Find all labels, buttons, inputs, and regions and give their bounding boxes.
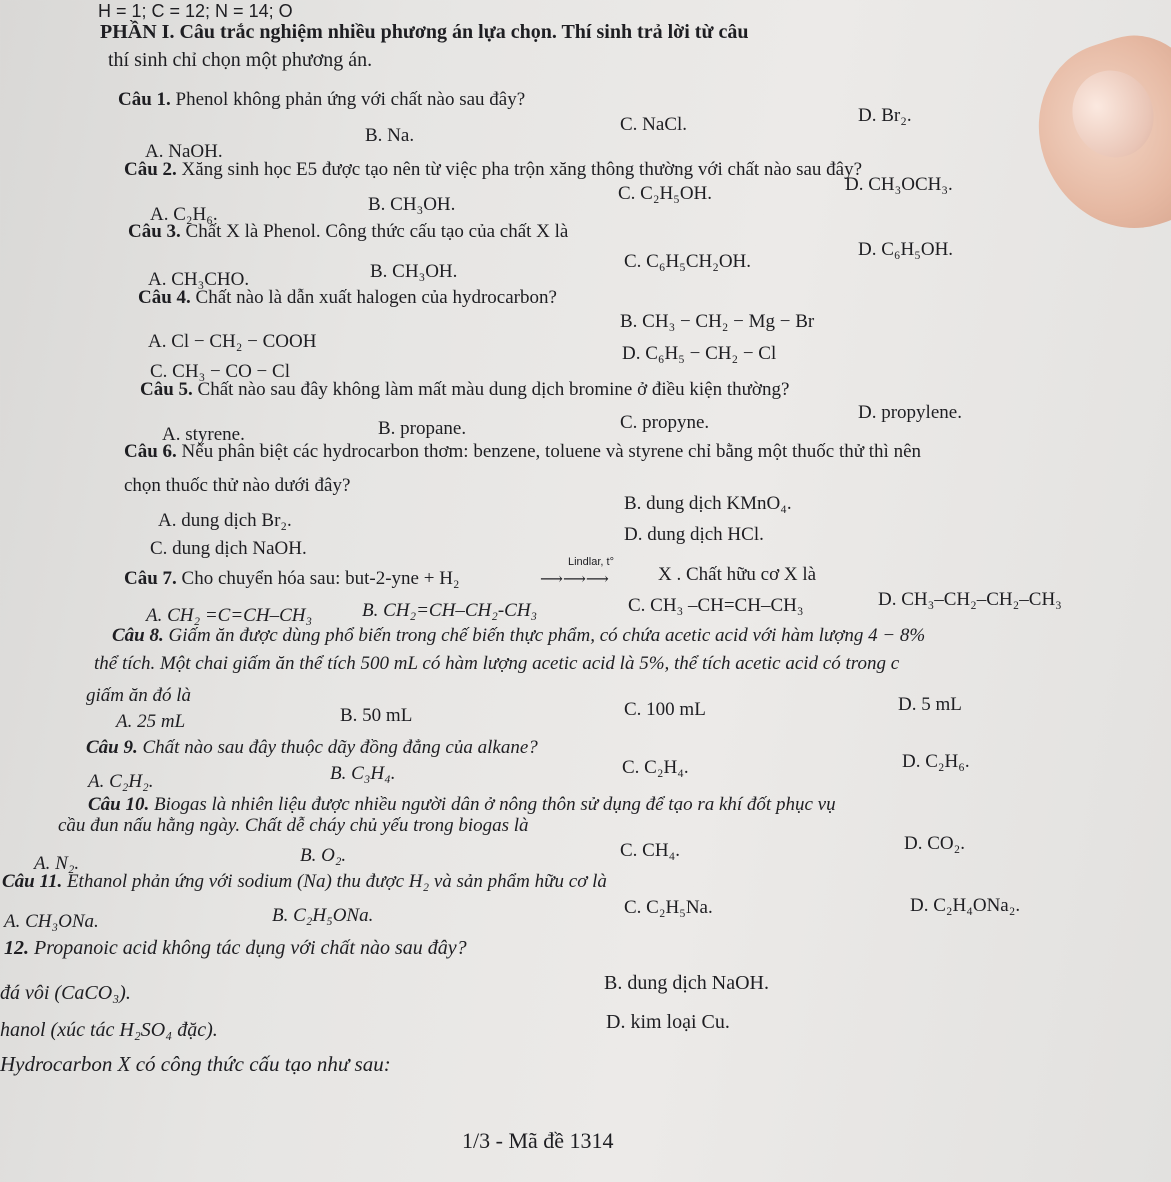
part-title: PHẦN I. Câu trắc nghiệm nhiều phương án lựa chọn. Thí sinh trả lời từ câu bbox=[100, 21, 749, 43]
q5-option-d: D. propylene. bbox=[858, 402, 962, 423]
question-6-cont: chọn thuốc thử nào dưới đây? bbox=[124, 475, 351, 496]
part-note: thí sinh chỉ chọn một phương án. bbox=[108, 49, 373, 71]
q12-option-d: D. kim loại Cu. bbox=[606, 1011, 730, 1033]
q11-option-d: D. C₂H₄ONa₂. bbox=[910, 895, 1021, 916]
q11-option-c: C. C₂H₅Na. bbox=[624, 897, 713, 918]
q4-option-a: A. Cl − CH₂ − COOH bbox=[148, 331, 317, 352]
q10-option-a: A. N₂. bbox=[34, 853, 80, 874]
q3-option-a: A. CH₃CHO. bbox=[148, 269, 250, 290]
q1-option-a: A. NaOH. bbox=[145, 141, 223, 162]
q2-option-a: A. C₂H₆. bbox=[150, 204, 218, 225]
question-3: Câu 3. Chất X là Phenol. Công thức cấu tạo của chất X là bbox=[128, 221, 569, 242]
q9-option-a: A. C₂H₂. bbox=[88, 771, 154, 792]
reaction-condition: Lindlar, t° bbox=[568, 556, 614, 568]
question-10-cont: cầu đun nấu hằng ngày. Chất dễ cháy chủ yếu trong biogas là bbox=[58, 815, 529, 836]
q10-option-c: C. CH₄. bbox=[620, 840, 680, 861]
q8-option-b: B. 50 mL bbox=[340, 705, 413, 726]
q3-option-b: B. CH₃OH. bbox=[370, 261, 458, 282]
q11-option-b: B. C₂H₅ONa. bbox=[272, 905, 374, 926]
q6-option-d: D. dung dịch HCl. bbox=[624, 524, 764, 545]
q9-option-b: B. C₃H₄. bbox=[330, 763, 396, 784]
q7-option-d: D. CH₃–CH₂–CH₂–CH₃ bbox=[878, 589, 1062, 610]
q2-option-b: B. CH₃OH. bbox=[368, 194, 456, 215]
question-10: Câu 10. Biogas là nhiên liệu được nhiều người dân ở nông thôn sử dụng để tạo ra khí đốt phục vụ bbox=[88, 794, 836, 815]
q12-option-a: đá vôi (CaCO₃). bbox=[0, 982, 131, 1004]
q9-option-c: C. C₂H₄. bbox=[622, 757, 689, 778]
question-8: Câu 8. Giấm ăn được dùng phổ biến trong chế biến thực phẩm, có chứa acetic acid với hàm lượng 4 − 8% bbox=[112, 625, 926, 646]
q9-option-d: D. C₂H₆. bbox=[902, 751, 970, 772]
q12-option-c: hanol (xúc tác H₂SO₄ đặc). bbox=[0, 1019, 218, 1041]
question-8-cont: thể tích. Một chai giấm ăn thể tích 500 mL có hàm lượng acetic acid là 5%, thể tích acetic acid có trong c bbox=[94, 653, 900, 674]
reaction-arrow-icon: ⟶⟶⟶ bbox=[540, 571, 609, 588]
q6-option-c: C. dung dịch NaOH. bbox=[150, 538, 307, 559]
q7-option-b: B. CH₂=CH–CH₂-CH₃ bbox=[362, 600, 538, 621]
q4-option-c: C. CH₃ − CO − Cl bbox=[150, 361, 290, 382]
q7-option-a: A. CH₂ =C=CH–CH₃ bbox=[146, 605, 313, 626]
q1-option-b: B. Na. bbox=[365, 125, 415, 146]
question-6: Câu 6. Nếu phân biệt các hydrocarbon thơm: benzene, toluene và styrene chỉ bằng một thuốc thử thì nên bbox=[124, 441, 922, 462]
q8-option-a: A. 25 mL bbox=[116, 711, 186, 732]
q2-option-c: C. C₂H₅OH. bbox=[618, 183, 713, 204]
q2-option-d: D. CH₃OCH₃. bbox=[845, 174, 953, 195]
question-11: Câu 11. Ethanol phản ứng với sodium (Na) thu được H₂ và sản phẩm hữu cơ là bbox=[2, 871, 607, 892]
q1-option-d: D. Br₂. bbox=[858, 105, 912, 126]
q10-option-b: B. O₂. bbox=[300, 845, 347, 866]
question-8-cont2: giấm ăn đó là bbox=[86, 685, 192, 706]
q5-option-a: A. styrene. bbox=[162, 424, 245, 445]
q6-option-b: B. dung dịch KMnO₄. bbox=[624, 493, 792, 514]
question-2: Câu 2. Xăng sinh học E5 được tạo nên từ việc pha trộn xăng thông thường với chất nào sau đây? bbox=[124, 159, 863, 180]
q4-option-d: D. C₆H₅ − CH₂ − Cl bbox=[622, 343, 777, 364]
q11-option-a: A. CH₃ONa. bbox=[4, 911, 99, 932]
q12-option-b: B. dung dịch NaOH. bbox=[604, 972, 769, 994]
question-13: Hydrocarbon X có công thức cấu tạo như sau: bbox=[0, 1052, 391, 1076]
q1-option-c: C. NaCl. bbox=[620, 114, 688, 135]
question-4: Câu 4. Chất nào là dẫn xuất halogen của hydrocarbon? bbox=[138, 287, 557, 308]
q5-option-c: C. propyne. bbox=[620, 412, 710, 433]
question-7-result: X . Chất hữu cơ X là bbox=[658, 564, 817, 585]
constants-line: H = 1; C = 12; N = 14; O bbox=[98, 1, 293, 21]
q6-option-a: A. dung dịch Br₂. bbox=[158, 510, 292, 531]
q10-option-d: D. CO₂. bbox=[904, 833, 965, 854]
question-1: Câu 1. Phenol không phản ứng với chất nào sau đây? bbox=[118, 89, 526, 110]
q3-option-c: C. C₆H₅CH₂OH. bbox=[624, 251, 752, 272]
question-7: Câu 7. Cho chuyển hóa sau: but-2-yne + H₂ bbox=[124, 568, 460, 589]
q7-option-c: C. CH₃ –CH=CH–CH₃ bbox=[628, 595, 804, 616]
q8-option-d: D. 5 mL bbox=[898, 694, 962, 715]
q8-option-c: C. 100 mL bbox=[624, 699, 706, 720]
q4-option-b: B. CH₃ − CH₂ − Mg − Br bbox=[620, 311, 815, 332]
question-9: Câu 9. Chất nào sau đây thuộc dãy đồng đẳng của alkane? bbox=[86, 737, 538, 758]
q5-option-b: B. propane. bbox=[378, 418, 467, 439]
q3-option-d: D. C₆H₅OH. bbox=[858, 239, 954, 260]
page-footer: 1/3 - Mã đề 1314 bbox=[462, 1128, 614, 1153]
question-5: Câu 5. Chất nào sau đây không làm mất màu dung dịch bromine ở điều kiện thường? bbox=[140, 379, 790, 400]
question-12: 12. Propanoic acid không tác dụng với chất nào sau đây? bbox=[4, 937, 467, 959]
